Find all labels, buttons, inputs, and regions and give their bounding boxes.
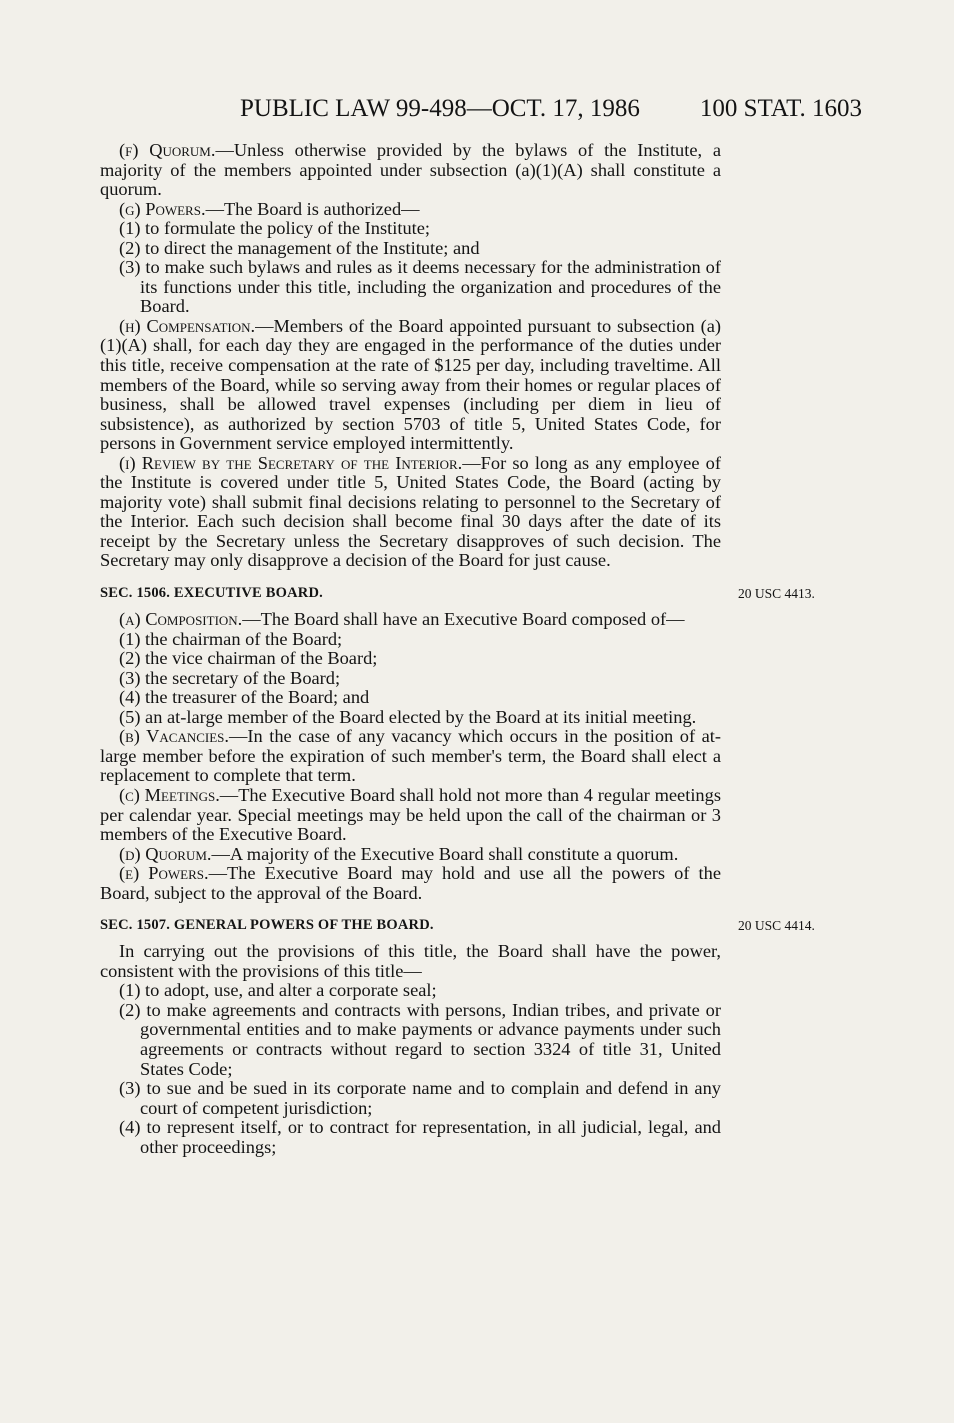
subsection-text: —Members of the Board appointed pursuant to subsection (a)(1)(A) shall, for each day they are engaged in the performance of the duties under this title, receive compensation at the rate of $125 per day, including traveltime. All members of the Board, while so serving away from their homes or regular places of business, shall be allowed travel expenses (including per diem in lieu of subsistence), as authorized by section 5703 of title 5, United States Code, for persons in Government service employed intermittently. — [100, 315, 721, 454]
subsection-text: —The Executive Board may hold and use all the powers of the Board, subject to the approval of the Board. — [100, 863, 721, 903]
subsection-f-quorum — [100, 141, 721, 200]
subsection-h-compensation — [100, 317, 721, 454]
subsection-heading: (h) Compensation. — [119, 315, 256, 336]
statute-page-number: 100 STAT. 1603 — [699, 95, 862, 122]
section-1507-intro: In carrying out the provisions of this title, the Board shall have the power, consistent with the provisions of this title— — [100, 941, 721, 981]
list-item: (4) the treasurer of the Board; and — [119, 687, 370, 708]
subsection-heading: (c) Meetings. — [119, 784, 220, 805]
subsection-a-composition — [100, 610, 721, 630]
subsection-heading: (d) Quorum. — [119, 843, 212, 864]
subsection-text: —The Board is authorized— — [205, 198, 420, 219]
section-1507-heading — [100, 915, 815, 935]
list-item: (1) the chairman of the Board; — [119, 628, 343, 649]
list-item: (5) an at-large member of the Board elected by the Board at its initial meeting. — [119, 706, 697, 727]
subsection-text: —The Board shall have an Executive Board composed of— — [242, 609, 685, 630]
subsection-heading: (a) Composition. — [119, 609, 243, 630]
subsection-heading: (g) Powers. — [119, 198, 206, 219]
subsection-text: —A majority of the Executive Board shall constitute a quorum. — [211, 843, 679, 864]
subsection-heading: (i) Review by the Secretary of the Interior. — [119, 452, 463, 473]
section-heading-text: SEC. 1506. EXECUTIVE BOARD. — [100, 585, 323, 602]
subsection-text: —In the case of any vacancy which occurs in the position of at-large member before the expiration of such member's term, the Board shall elect a replacement to complete that term. — [100, 726, 721, 786]
subsection-e-powers — [100, 864, 721, 903]
section-heading-text: SEC. 1507. GENERAL POWERS OF THE BOARD. — [100, 917, 434, 934]
list-item: (2) to direct the management of the Institute; and — [119, 237, 480, 258]
subsection-g-powers — [100, 200, 721, 220]
list-item: (2) the vice chairman of the Board; — [119, 648, 378, 669]
list-item: (1) to formulate the policy of the Institute; — [119, 218, 431, 239]
subsection-i-review — [100, 454, 721, 571]
margin-citation: 20 USC 4413. — [738, 586, 815, 602]
subsection-b-vacancies — [100, 727, 721, 786]
list-item: (3) to make such bylaws and rules as it deems necessary for the administration of its functions under this title, including the organization and procedures of the Board. — [119, 257, 721, 317]
subsection-text: —Unless otherwise provided by the bylaws of the Institute, a majority of the members appointed under subsection (a)(1)(A) shall constitute a quorum. — [100, 140, 721, 200]
subsection-d-quorum — [100, 845, 721, 865]
list-item: (3) the secretary of the Board; — [119, 667, 341, 688]
subsection-heading: (e) Powers. — [119, 863, 209, 884]
list-item: (4) to represent itself, or to contract for representation, in all judicial, legal, and other proceedings; — [119, 1117, 721, 1157]
page-header — [240, 92, 862, 126]
list-item: (3) to sue and be sued in its corporate name and to complain and defend in any court of competent jurisdiction; — [119, 1078, 721, 1118]
subsection-text: —The Executive Board shall hold not more than 4 regular meetings per calendar year. Special meetings may be held upon the call of the chairman or 3 members of the Executive Board. — [100, 784, 721, 845]
subsection-heading: (f) Quorum. — [119, 140, 216, 160]
margin-citation: 20 USC 4414. — [738, 918, 815, 934]
subsection-heading: (b) Vacancies. — [119, 726, 230, 747]
list-item: (1) to adopt, use, and alter a corporate seal; — [119, 980, 437, 1001]
subsection-c-meetings — [100, 786, 721, 845]
list-item: (2) to make agreements and contracts with persons, Indian tribes, and private or governmental entities and to make payments or advance payments under such agreements or contracts without regard to section 3324 of title 31, United States Code; — [119, 999, 721, 1079]
section-1506-heading — [100, 583, 815, 603]
document-body — [100, 140, 815, 1157]
running-title: PUBLIC LAW 99-498—OCT. 17, 1986 — [240, 95, 640, 122]
subsection-text: —For so long as any employee of the Institute is covered under title 5, United States Code, the Board (acting by majority vote) shall submit final decisions relating to personnel to the Secretary of the Interior. Each such decision shall become final 30 days after the date of its receipt by the Secretary unless the Secretary disapproves of such decision. The Secretary may only disapprove a decision of the Board for just cause. — [100, 452, 721, 571]
